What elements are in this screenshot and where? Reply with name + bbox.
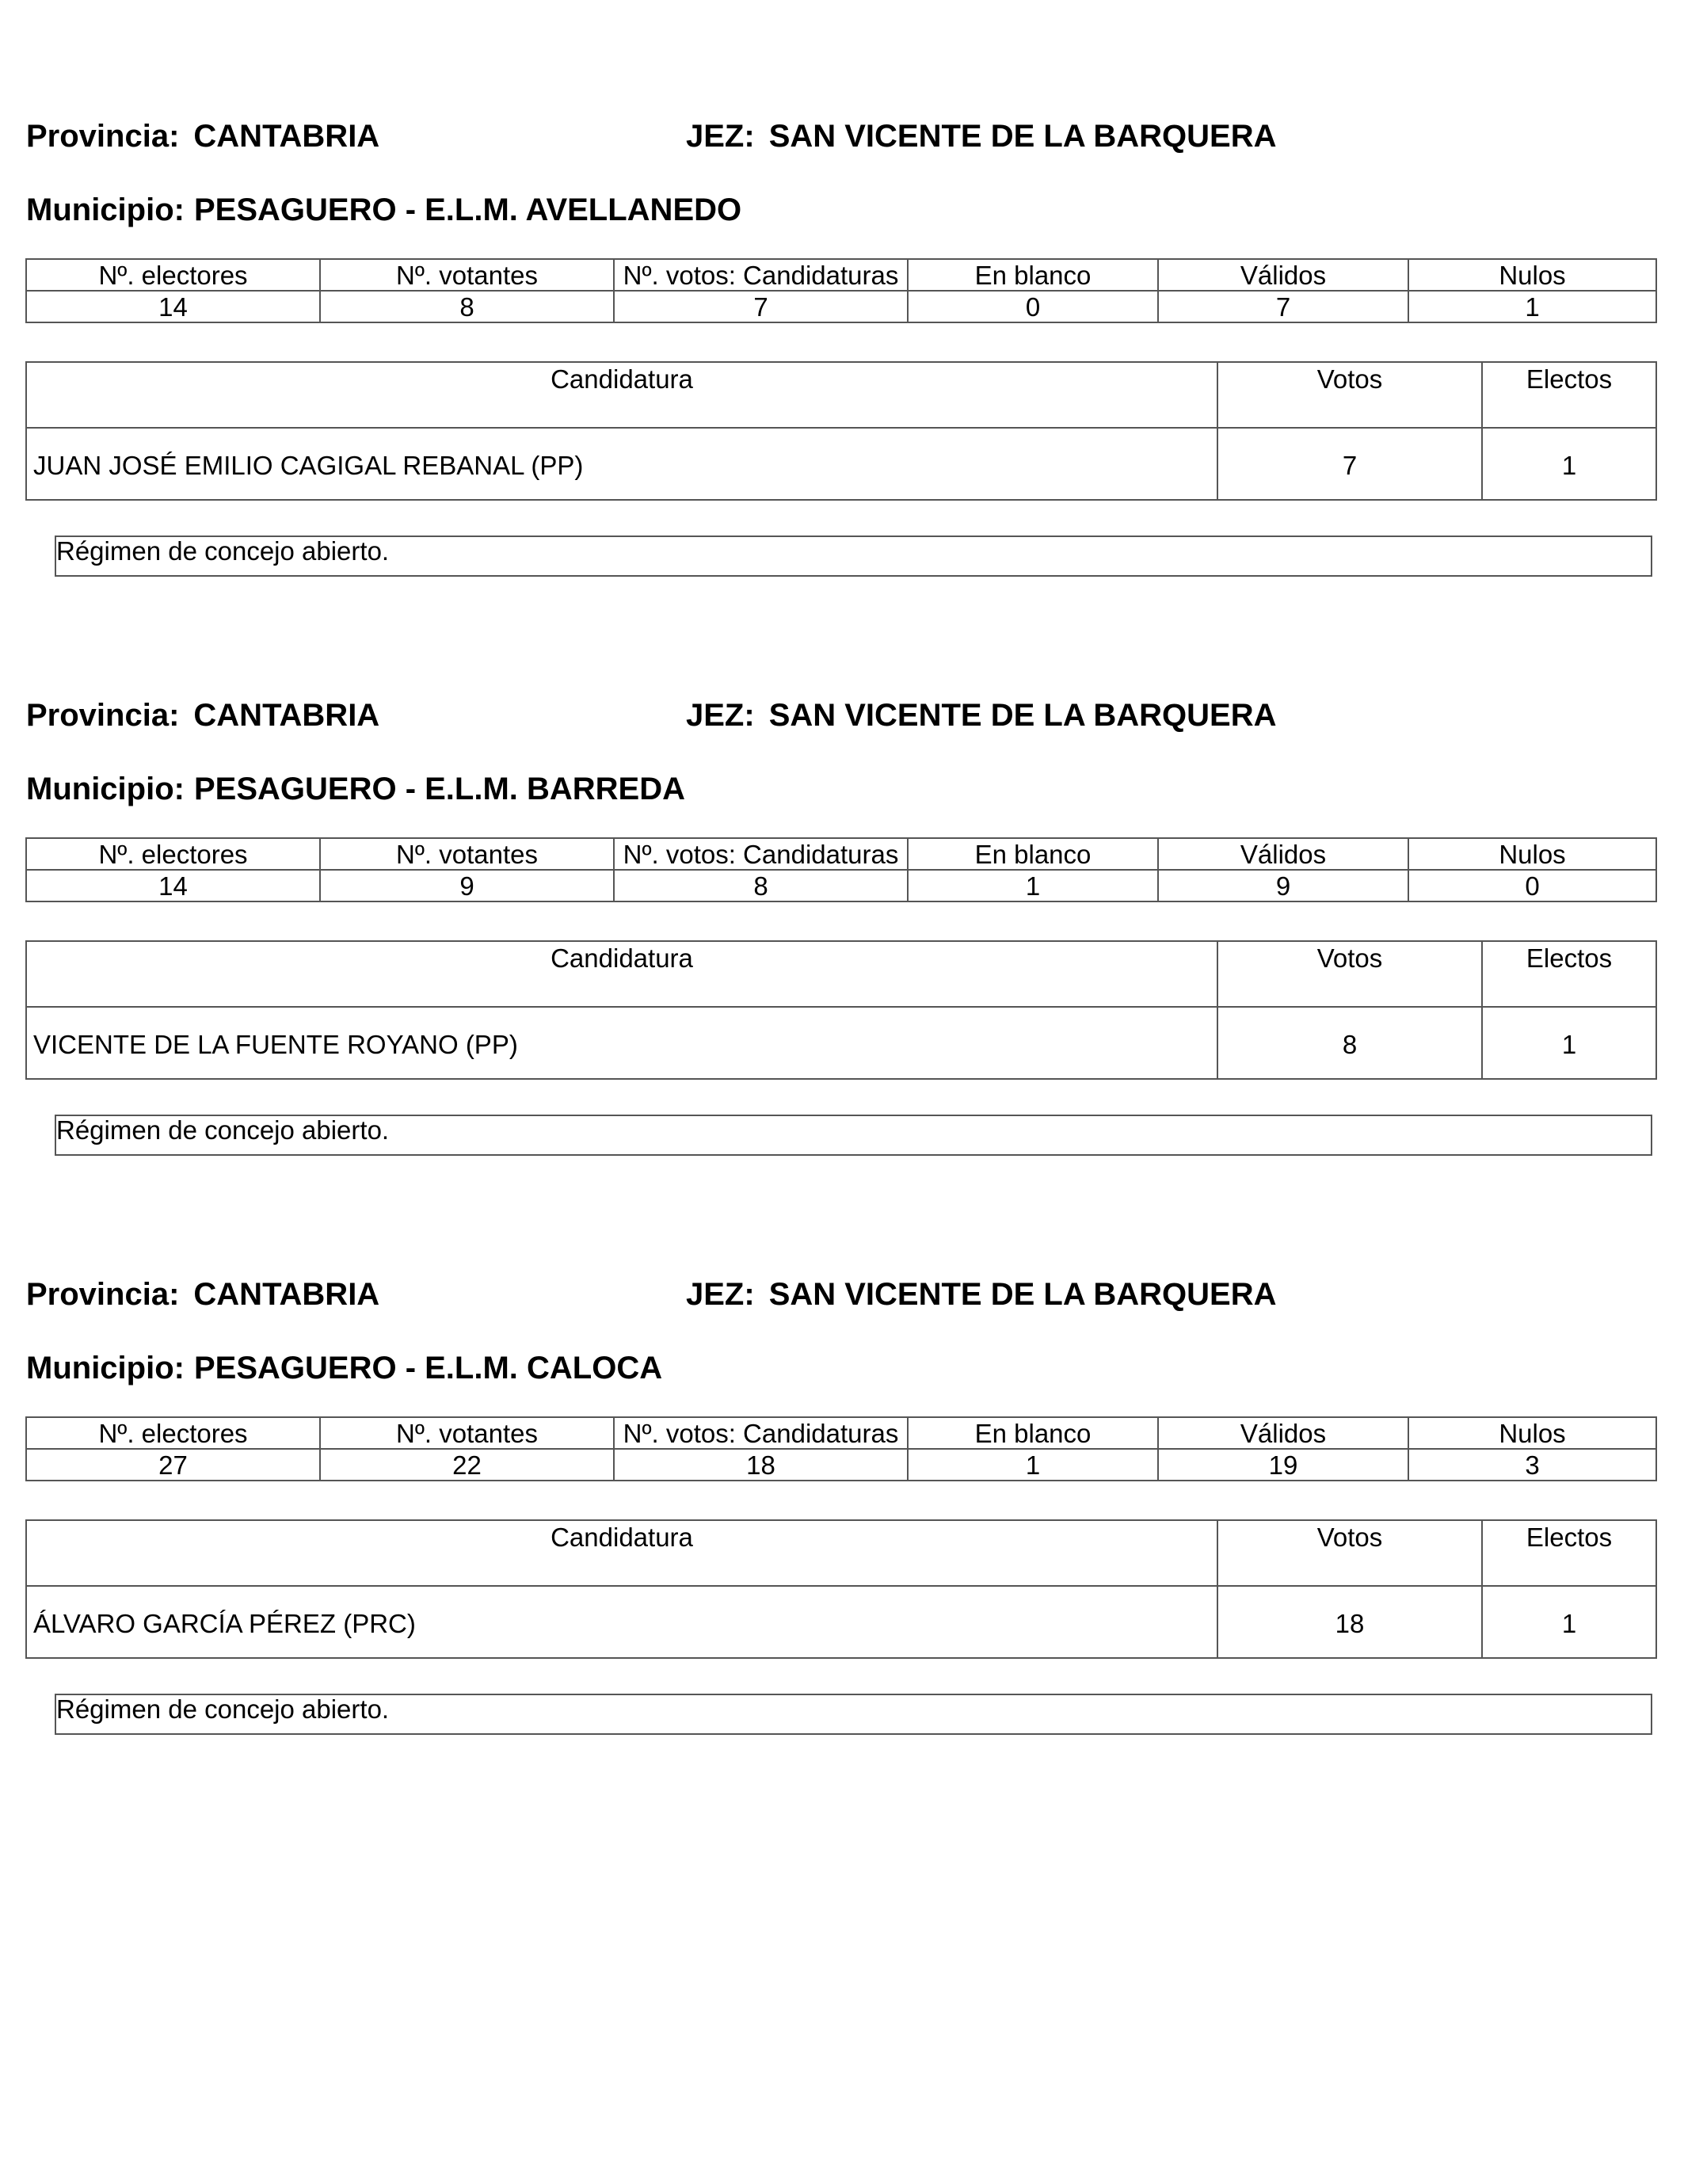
votos-header: Votos — [1217, 362, 1482, 428]
electos-header: Electos — [1482, 1520, 1656, 1586]
stats-value-row — [26, 870, 1656, 901]
candidature-table — [25, 940, 1657, 1080]
validos-header: Válidos — [1158, 838, 1408, 870]
electores-value: 14 — [26, 870, 320, 901]
jez-label: JEZ: — [686, 1277, 755, 1312]
electos-header: Electos — [1482, 941, 1656, 1007]
municipio-line — [26, 770, 685, 808]
jez-line — [686, 1275, 1276, 1313]
provincia-value: CANTABRIA — [193, 1277, 380, 1312]
votos-candidaturas-value: 18 — [614, 1449, 908, 1481]
candidatura-header: Candidatura — [26, 1520, 1217, 1586]
en-blanco-value: 0 — [908, 291, 1158, 322]
nulos-value: 1 — [1408, 291, 1656, 322]
municipality-section-caloca — [0, 1158, 1684, 1736]
provincia-label: Provincia: — [26, 1277, 180, 1312]
candidate-row — [26, 1007, 1656, 1079]
provincia-value: CANTABRIA — [193, 119, 380, 154]
electos-header: Electos — [1482, 362, 1656, 428]
candidate-row — [26, 1586, 1656, 1658]
candidature-header-row — [26, 362, 1656, 428]
stats-table — [25, 837, 1657, 902]
validos-header: Válidos — [1158, 1417, 1408, 1449]
municipality-section-barreda — [0, 579, 1684, 1157]
en-blanco-header: En blanco — [908, 1417, 1158, 1449]
votantes-value: 22 — [320, 1449, 614, 1481]
municipio-value: PESAGUERO - E.L.M. CALOCA — [193, 1351, 663, 1385]
stats-value-row — [26, 1449, 1656, 1481]
candidate-votos: 7 — [1217, 428, 1482, 500]
provincia-line — [26, 117, 379, 155]
nulos-header: Nulos — [1408, 838, 1656, 870]
en-blanco-value: 1 — [908, 1449, 1158, 1481]
municipio-value: PESAGUERO - E.L.M. AVELLANEDO — [193, 192, 742, 227]
nulos-header: Nulos — [1408, 259, 1656, 291]
candidatura-header: Candidatura — [26, 941, 1217, 1007]
candidate-name: VICENTE DE LA FUENTE ROYANO (PP) — [26, 1007, 1217, 1079]
stats-header-row — [26, 1417, 1656, 1449]
candidate-votos: 18 — [1217, 1586, 1482, 1658]
electores-value: 14 — [26, 291, 320, 322]
votos-header: Votos — [1217, 941, 1482, 1007]
validos-header: Válidos — [1158, 259, 1408, 291]
votantes-header: Nº. votantes — [320, 1417, 614, 1449]
votos-candidaturas-header: Nº. votos: Candidaturas — [614, 838, 908, 870]
votantes-header: Nº. votantes — [320, 838, 614, 870]
municipality-section-avellanedo — [0, 0, 1684, 578]
jez-value: SAN VICENTE DE LA BARQUERA — [768, 698, 1277, 733]
candidature-header-row — [26, 1520, 1656, 1586]
stats-table — [25, 258, 1657, 323]
jez-value: SAN VICENTE DE LA BARQUERA — [768, 1277, 1277, 1312]
votantes-header: Nº. votantes — [320, 259, 614, 291]
provincia-line — [26, 1275, 379, 1313]
municipio-line — [26, 1349, 662, 1387]
candidatura-header: Candidatura — [26, 362, 1217, 428]
jez-label: JEZ: — [686, 698, 755, 733]
votantes-value: 9 — [320, 870, 614, 901]
en-blanco-header: En blanco — [908, 838, 1158, 870]
provincia-value: CANTABRIA — [193, 698, 380, 733]
municipio-value: PESAGUERO - E.L.M. BARREDA — [193, 772, 686, 806]
jez-label: JEZ: — [686, 119, 755, 154]
votos-candidaturas-header: Nº. votos: Candidaturas — [614, 1417, 908, 1449]
regime-note: Régimen de concejo abierto. — [55, 1694, 1652, 1735]
municipio-label: Municipio: — [26, 1351, 185, 1385]
electores-header: Nº. electores — [26, 259, 320, 291]
municipio-line — [26, 191, 741, 229]
jez-line — [686, 117, 1276, 155]
nulos-value: 3 — [1408, 1449, 1656, 1481]
candidate-electos: 1 — [1482, 428, 1656, 500]
candidate-name: ÁLVARO GARCÍA PÉREZ (PRC) — [26, 1586, 1217, 1658]
validos-value: 19 — [1158, 1449, 1408, 1481]
electores-value: 27 — [26, 1449, 320, 1481]
candidature-header-row — [26, 941, 1656, 1007]
candidate-row — [26, 428, 1656, 500]
votos-candidaturas-value: 8 — [614, 870, 908, 901]
candidate-electos: 1 — [1482, 1007, 1656, 1079]
provincia-label: Provincia: — [26, 698, 180, 733]
votos-header: Votos — [1217, 1520, 1482, 1586]
validos-value: 7 — [1158, 291, 1408, 322]
candidature-table — [25, 1519, 1657, 1659]
regime-note: Régimen de concejo abierto. — [55, 1115, 1652, 1156]
regime-note: Régimen de concejo abierto. — [55, 536, 1652, 577]
electores-header: Nº. electores — [26, 838, 320, 870]
stats-header-row — [26, 259, 1656, 291]
provincia-line — [26, 696, 379, 734]
candidate-name: JUAN JOSÉ EMILIO CAGIGAL REBANAL (PP) — [26, 428, 1217, 500]
jez-line — [686, 696, 1276, 734]
candidate-votos: 8 — [1217, 1007, 1482, 1079]
votos-candidaturas-value: 7 — [614, 291, 908, 322]
stats-value-row — [26, 291, 1656, 322]
candidature-table — [25, 361, 1657, 501]
votantes-value: 8 — [320, 291, 614, 322]
municipio-label: Municipio: — [26, 192, 185, 227]
stats-header-row — [26, 838, 1656, 870]
votos-candidaturas-header: Nº. votos: Candidaturas — [614, 259, 908, 291]
municipio-label: Municipio: — [26, 772, 185, 806]
nulos-value: 0 — [1408, 870, 1656, 901]
en-blanco-value: 1 — [908, 870, 1158, 901]
stats-table — [25, 1416, 1657, 1481]
en-blanco-header: En blanco — [908, 259, 1158, 291]
jez-value: SAN VICENTE DE LA BARQUERA — [768, 119, 1277, 154]
validos-value: 9 — [1158, 870, 1408, 901]
provincia-label: Provincia: — [26, 119, 180, 154]
candidate-electos: 1 — [1482, 1586, 1656, 1658]
electores-header: Nº. electores — [26, 1417, 320, 1449]
nulos-header: Nulos — [1408, 1417, 1656, 1449]
